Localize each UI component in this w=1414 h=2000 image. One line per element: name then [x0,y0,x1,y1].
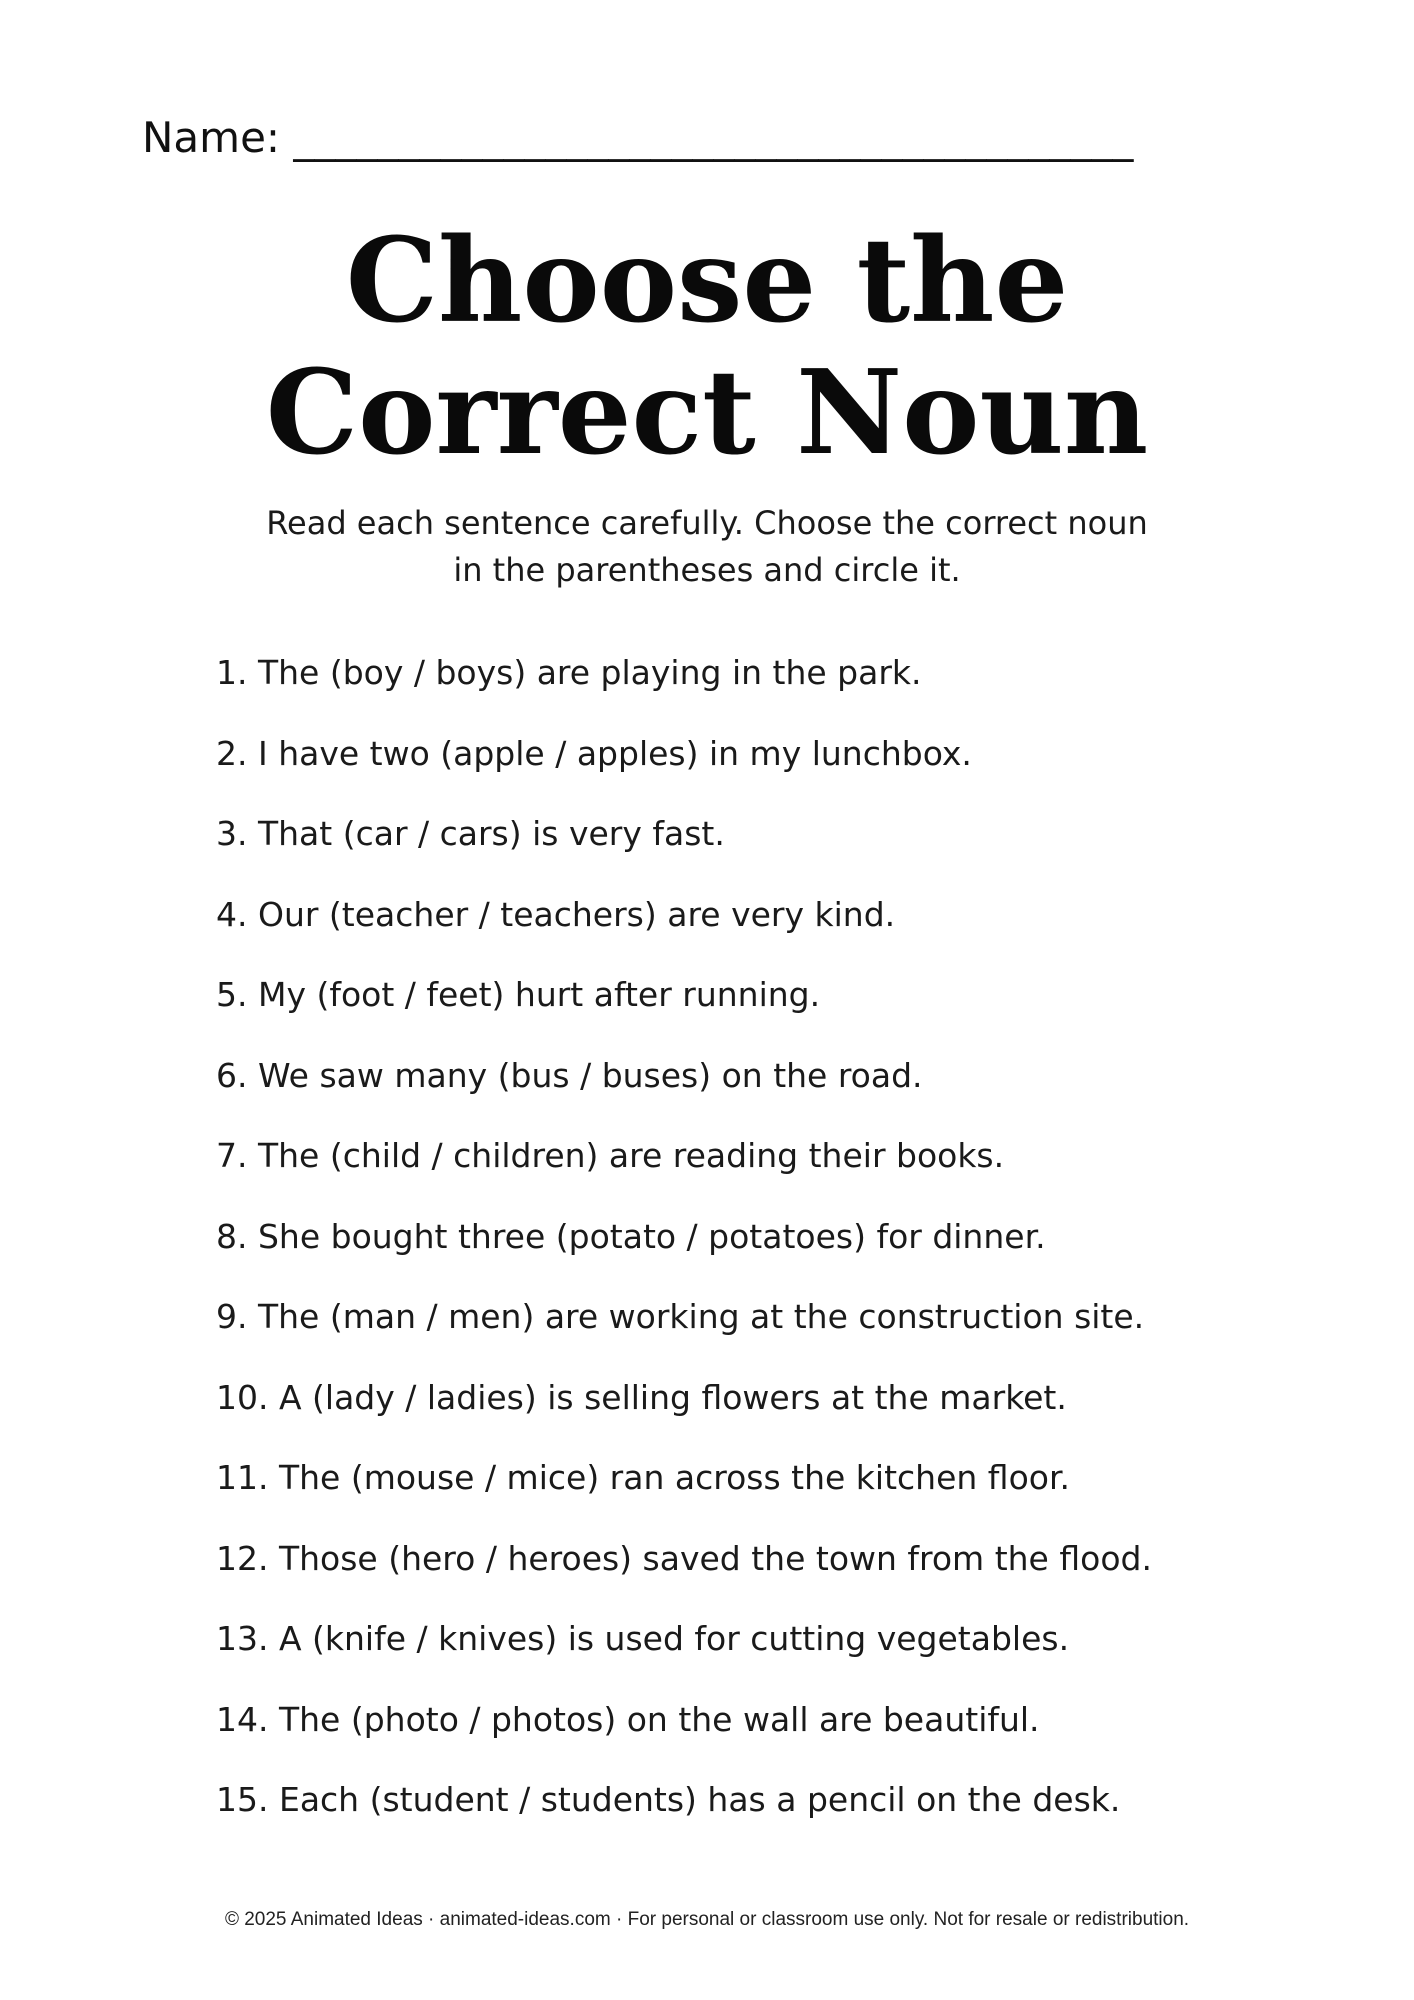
question-item[interactable]: 3. That (car / cars) is very fast. [216,814,725,853]
name-field[interactable] [142,112,1133,164]
question-item[interactable]: 6. We saw many (bus / buses) on the road. [216,1055,923,1095]
question-item[interactable]: 2. I have two (apple / apples) in my lunchbox. [216,733,972,773]
copyright-footer: © 2025 Animated Ideas · animated-ideas.com · For personal or classroom use only. Not for resale or redistribution. [224,1909,1190,1930]
question-list [216,648,1152,1856]
question-item[interactable]: 8. She bought three (potato / potatoes) for dinner. [216,1216,1046,1256]
question-item[interactable]: 1. The (boy / boys) are playing in the park. [216,653,922,692]
question-item[interactable]: 14. The (photo / photos) on the wall are beautiful. [216,1699,1040,1739]
question-item[interactable]: 7. The (child / children) are reading their books. [216,1136,1005,1175]
question-item[interactable]: 12. Those (hero / heroes) saved the town from the flood. [216,1538,1152,1578]
question-item[interactable]: 15. Each (student / students) has a pencil on the desk. [216,1780,1121,1819]
instructions [207,500,1207,594]
page-title [0,215,1414,479]
question-item[interactable]: 11. The (mouse / mice) ran across the kitchen floor. [216,1458,1070,1497]
question-item[interactable]: 4. Our (teacher / teachers) are very kind. [216,894,896,934]
title-line-2: Correct Noun [265,345,1149,481]
title-line-1: Choose the [345,213,1069,349]
instructions-line-2: in the parentheses and circle it. [453,551,961,589]
question-item[interactable]: 13. A (knife / knives) is used for cutting vegetables. [216,1619,1070,1658]
question-item[interactable]: 5. My (foot / feet) hurt after running. [216,975,821,1014]
instructions-line-1: Read each sentence carefully. Choose the correct noun [266,504,1148,542]
question-item[interactable]: 9. The (man / men) are working at the construction site. [216,1297,1145,1336]
name-label: Name: [142,113,281,162]
question-item[interactable]: 10. A (lady / ladies) is selling flowers at the market. [216,1377,1067,1417]
name-blank-line[interactable]: ________________________________________ [293,113,1134,162]
